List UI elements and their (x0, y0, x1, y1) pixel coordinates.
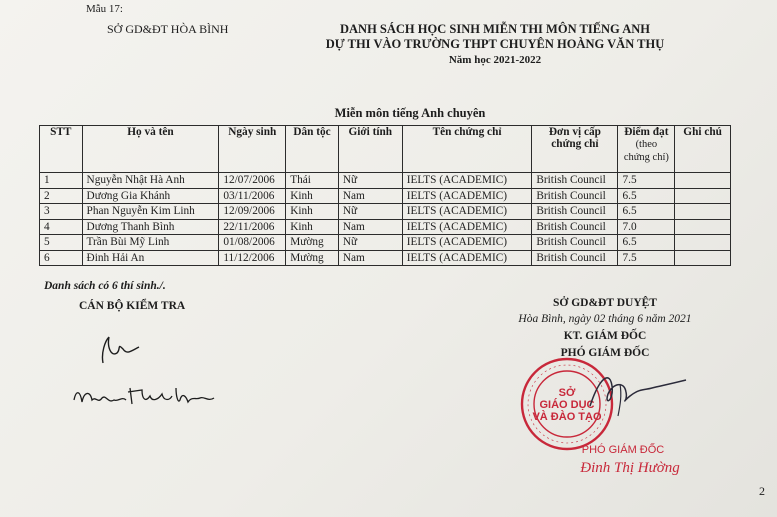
cell-stt: 3 (40, 204, 83, 220)
col-stt: STT (40, 126, 83, 173)
cell-certificate: IELTS (ACADEMIC) (402, 219, 532, 235)
department-name: SỞ GD&ĐT HÒA BÌNH (107, 22, 229, 36)
table-row (40, 173, 731, 189)
director-line: KT. GIÁM ĐỐC (563, 330, 647, 342)
cell-stt: 2 (40, 188, 83, 204)
table-row (40, 235, 731, 251)
cell-stt: 1 (40, 173, 83, 189)
cell-ethnicity: Kinh (286, 188, 339, 204)
cell-notes (675, 235, 731, 251)
cell-name: Dương Gia Khánh (82, 188, 219, 204)
cell-gender: Nam (338, 188, 402, 204)
table-row (40, 219, 731, 235)
stamp-text-line-1: SỞ (558, 387, 576, 399)
cell-stt: 4 (40, 219, 83, 235)
exemption-table (39, 125, 731, 266)
cell-ethnicity: Mường (286, 235, 339, 251)
table-row (40, 204, 731, 220)
cell-gender: Nữ (338, 235, 402, 251)
cell-gender: Nữ (338, 173, 402, 189)
cell-certificate: IELTS (ACADEMIC) (402, 250, 532, 266)
page-number: 2 (759, 484, 765, 498)
col-dob: Ngày sinh (219, 126, 286, 173)
cell-issuer: British Council (532, 235, 618, 251)
checker-signature-name (72, 382, 222, 410)
document-header (300, 22, 690, 68)
cell-ethnicity: Kinh (286, 204, 339, 220)
cell-score: 6.5 (618, 188, 675, 204)
cell-ethnicity: Mường (286, 250, 339, 266)
cell-score: 6.5 (618, 235, 675, 251)
title-line-2: DỰ THI VÀO TRƯỜNG THPT CHUYÊN HOÀNG VĂN THỤ (325, 37, 665, 51)
cell-ethnicity: Kinh (286, 219, 339, 235)
cell-score: 7.5 (618, 173, 675, 189)
cell-issuer: British Council (532, 250, 618, 266)
col-gender: Giới tính (338, 126, 402, 173)
school-year: Năm học 2021-2022 (448, 54, 542, 66)
cell-score: 7.5 (618, 250, 675, 266)
cell-dob: 12/09/2006 (219, 204, 286, 220)
col-score-note: (theo chứng chỉ) (623, 139, 669, 163)
table-row (40, 250, 731, 266)
col-score (618, 126, 675, 173)
cell-name: Nguyễn Nhật Hà Anh (82, 173, 219, 189)
cell-name: Dương Thanh Bình (82, 219, 219, 235)
title-line-1: DANH SÁCH HỌC SINH MIỄN THI MÔN TIẾNG ANH (340, 22, 650, 36)
cell-stt: 6 (40, 250, 83, 266)
col-name: Họ và tên (82, 126, 219, 173)
cell-score: 6.5 (618, 204, 675, 220)
col-score-label: Điểm đạt (624, 126, 669, 138)
cell-issuer: British Council (532, 188, 618, 204)
cell-dob: 03/11/2006 (219, 188, 286, 204)
cell-certificate: IELTS (ACADEMIC) (402, 235, 532, 251)
cell-gender: Nam (338, 250, 402, 266)
director-signature-icon (560, 366, 690, 421)
col-certificate: Tên chứng chỉ (402, 126, 532, 173)
table-row (40, 188, 731, 204)
cell-notes (675, 204, 731, 220)
signer-title: PHÓ GIÁM ĐỐC (581, 444, 665, 456)
approval-title: SỞ GD&ĐT DUYỆT (553, 297, 657, 309)
checker-signature-mark (95, 333, 145, 368)
cell-notes (675, 219, 731, 235)
place-date: Hòa Bình, ngày 02 tháng 6 năm 2021 (518, 313, 692, 325)
cell-notes (675, 173, 731, 189)
cell-gender: Nam (338, 219, 402, 235)
cell-notes (675, 188, 731, 204)
cell-certificate: IELTS (ACADEMIC) (402, 204, 532, 220)
col-ethnicity: Dân tộc (286, 126, 339, 173)
col-issuer: Đơn vị cấp chứng chỉ (532, 126, 618, 173)
cell-dob: 01/08/2006 (219, 235, 286, 251)
list-subtitle: Miễn môn tiếng Anh chuyên (334, 106, 486, 120)
cell-issuer: British Council (532, 173, 618, 189)
stamp-text-line-2: GIÁO DỤC (539, 399, 595, 411)
list-count-note: Danh sách có 6 thí sinh./. (44, 280, 166, 292)
checker-title: CÁN BỘ KIỂM TRA (79, 300, 186, 312)
col-notes: Ghi chú (675, 126, 731, 173)
cell-score: 7.0 (618, 219, 675, 235)
cell-dob: 11/12/2006 (219, 250, 286, 266)
cell-name: Trần Bùi Mỹ Linh (82, 235, 219, 251)
cell-certificate: IELTS (ACADEMIC) (402, 173, 532, 189)
vice-director-line: PHÓ GIÁM ĐỐC (560, 347, 650, 359)
cell-dob: 12/07/2006 (219, 173, 286, 189)
signer-name: Đinh Thị Hường (580, 460, 680, 476)
cell-issuer: British Council (532, 219, 618, 235)
cell-name: Đinh Hải An (82, 250, 219, 266)
table-header-row (40, 126, 731, 173)
cell-dob: 22/11/2006 (219, 219, 286, 235)
cell-gender: Nữ (338, 204, 402, 220)
cell-notes (675, 250, 731, 266)
stamp-text-line-3: VÀ ĐÀO TẠO (532, 411, 602, 423)
cell-certificate: IELTS (ACADEMIC) (402, 188, 532, 204)
cell-ethnicity: Thái (286, 173, 339, 189)
cell-stt: 5 (40, 235, 83, 251)
cell-name: Phan Nguyễn Kim Linh (82, 204, 219, 220)
cell-issuer: British Council (532, 204, 618, 220)
form-number: Mẫu 17: (86, 3, 123, 15)
